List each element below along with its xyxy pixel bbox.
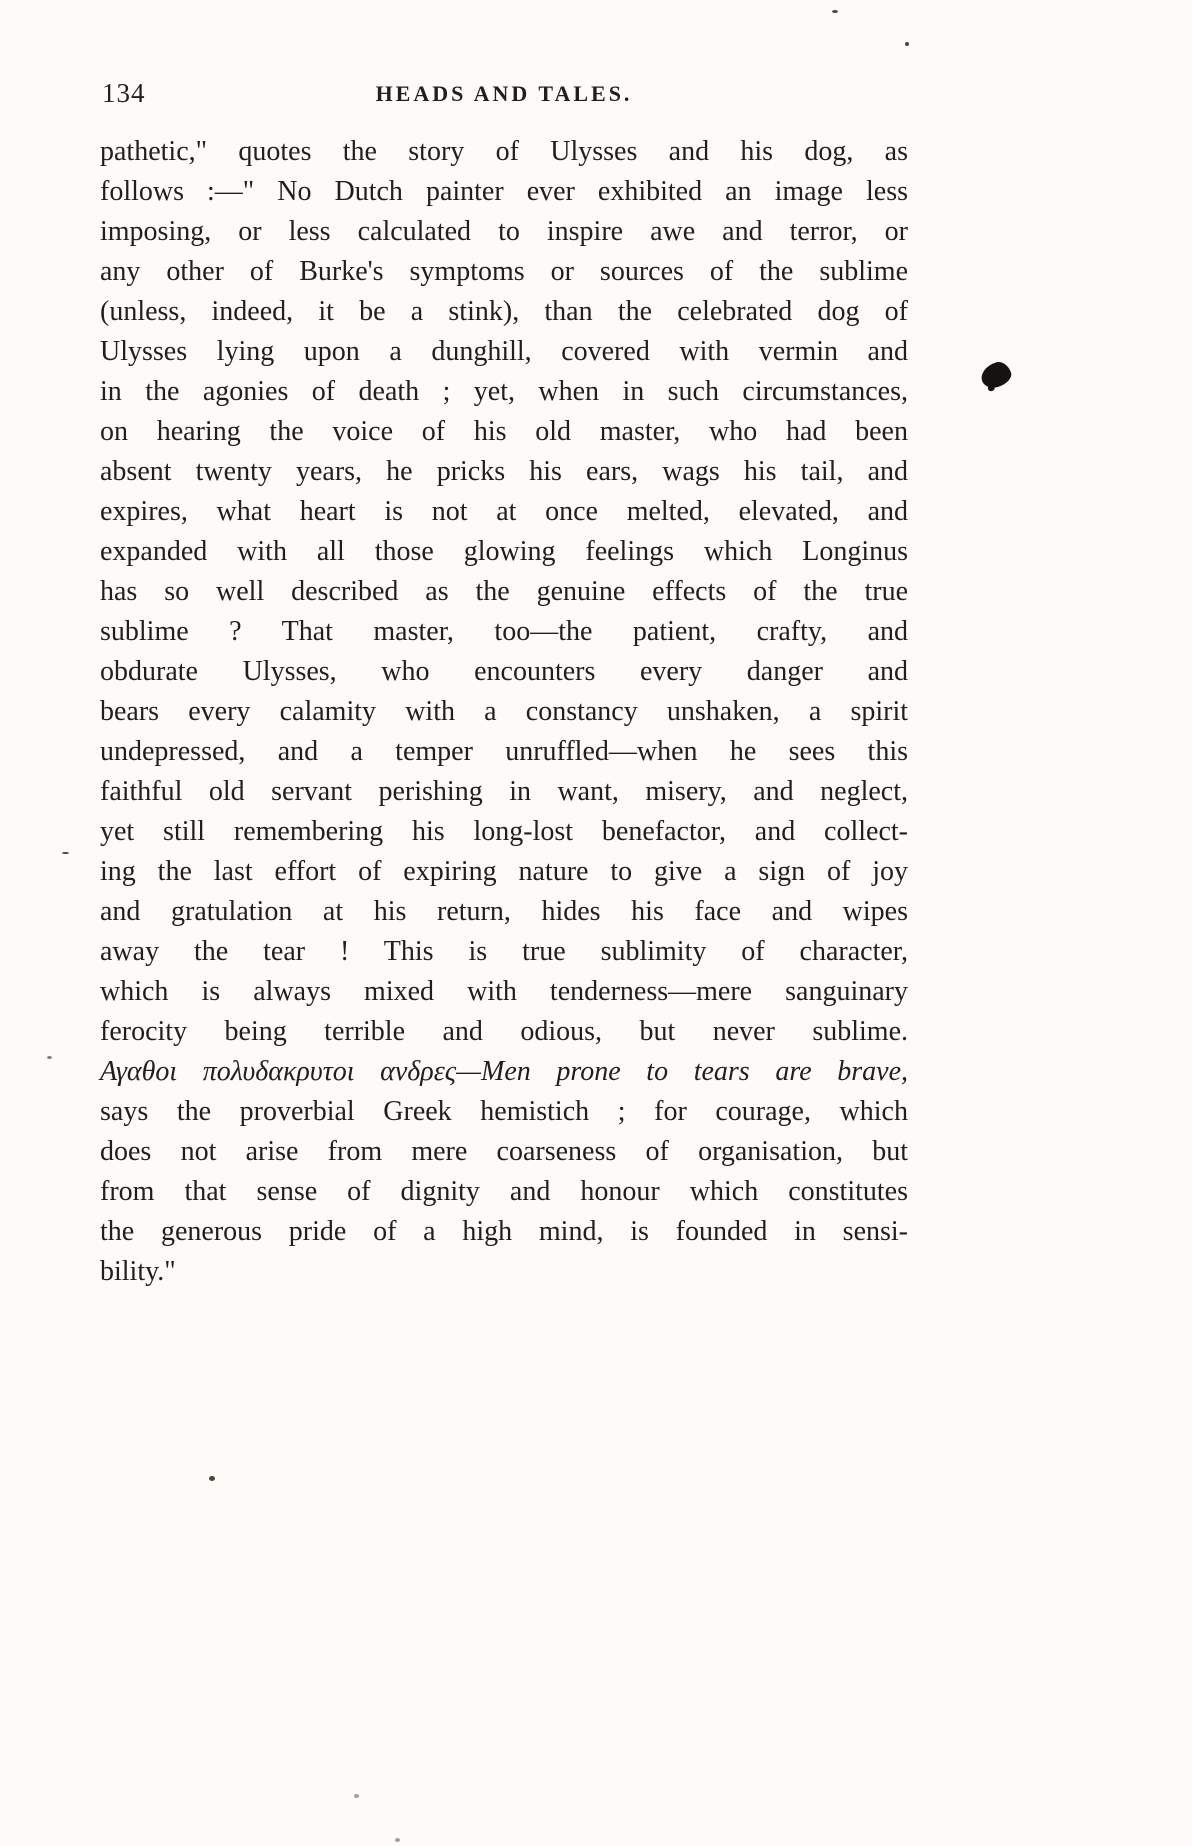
text-line: and gratulation at his return, hides his face and wipes — [100, 896, 908, 927]
text-line: which is always mixed with tenderness—mere sanguinary — [100, 976, 908, 1007]
text-line: the generous pride of a high mind, is founded in sensi- — [100, 1216, 908, 1247]
body-text — [100, 132, 908, 1292]
paper-speck — [354, 1794, 359, 1798]
page-number: 134 — [102, 78, 146, 108]
text-line: follows :—" No Dutch painter ever exhibited an image less — [100, 176, 908, 207]
text-line: expires, what heart is not at once melted, elevated, and — [100, 496, 908, 527]
paper-speck — [209, 1476, 215, 1481]
text-line: Αγαθοι πολυδακρυτοι ανδρες—Men prone to tears are brave, — [100, 1056, 908, 1087]
text-line: any other of Burke's symptoms or sources of the sublime — [100, 256, 908, 287]
text-line: ing the last effort of expiring nature to give a sign of joy — [100, 856, 908, 887]
paper-speck — [905, 42, 909, 46]
paper-speck — [62, 852, 69, 854]
page-header — [100, 76, 908, 110]
text-line: imposing, or less calculated to inspire awe and terror, or — [100, 216, 908, 247]
text-line: Ulysses lying upon a dunghill, covered with vermin and — [100, 336, 908, 367]
text-line: bility." — [100, 1256, 176, 1287]
text-line: in the agonies of death ; yet, when in such circumstances, — [100, 376, 908, 407]
text-line: absent twenty years, he pricks his ears, wags his tail, and — [100, 456, 908, 487]
ink-blot — [978, 359, 1014, 391]
text-line: obdurate Ulysses, who encounters every danger and — [100, 656, 908, 687]
text-line: does not arise from mere coarseness of organisation, but — [100, 1136, 908, 1167]
text-line: undepressed, and a temper unruffled—when he sees this — [100, 736, 908, 767]
text-line: has so well described as the genuine effects of the true — [100, 576, 908, 607]
text-line: pathetic," quotes the story of Ulysses and his dog, as — [100, 136, 908, 167]
text-line: from that sense of dignity and honour which constitutes — [100, 1176, 908, 1207]
text-line: away the tear ! This is true sublimity of character, — [100, 936, 908, 967]
paper-speck — [832, 10, 838, 13]
text-line: says the proverbial Greek hemistich ; for courage, which — [100, 1096, 908, 1127]
text-line: on hearing the voice of his old master, who had been — [100, 416, 908, 447]
text-line: (unless, indeed, it be a stink), than the celebrated dog of — [100, 296, 908, 327]
text-line: faithful old servant perishing in want, misery, and neglect, — [100, 776, 908, 807]
text-line: bears every calamity with a constancy unshaken, a spirit — [100, 696, 908, 727]
text-line: sublime ? That master, too—the patient, crafty, and — [100, 616, 908, 647]
paper-speck — [47, 1056, 52, 1059]
text-line: yet still remembering his long-lost benefactor, and collect- — [100, 816, 908, 847]
running-title: HEADS AND TALES. — [375, 81, 633, 106]
text-line: expanded with all those glowing feelings which Longinus — [100, 536, 908, 567]
paper-speck — [395, 1838, 400, 1842]
text-line: ferocity being terrible and odious, but never sublime. — [100, 1016, 908, 1047]
